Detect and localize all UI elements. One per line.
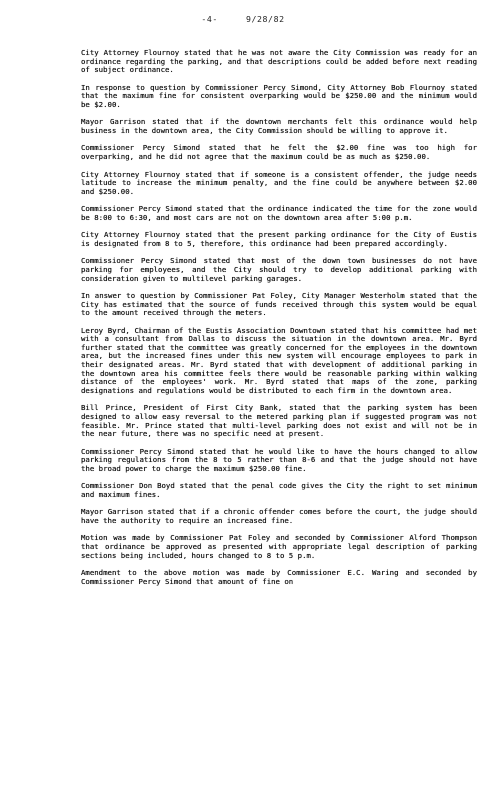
page-number: -4- bbox=[201, 14, 218, 24]
paragraph-zone-time: Commissioner Percy Simond stated that the ordinance indicated the time for the zone would be 8:00 to 6:30, and most cars are not on the downtown area after 5:00 p.m. bbox=[81, 204, 477, 222]
paragraph-bill-prince: Bill Prince, President of First City Bank, stated that the parking system has been designed to allow easy reversal to the metered parking plan if suggested program was not feasible. Mr. Prince stated that multi-level parking does not exist and will not be in the near future, there was no specific need at present. bbox=[81, 403, 477, 439]
minutes-body bbox=[81, 49, 477, 586]
paragraph-maximum-fine: In response to question by Commissioner Percy Simond, City Attorney Bob Flournoy stated that the maximum fine for consistent overparking would be $250.00 and the minimum would be $2.00. bbox=[81, 82, 477, 109]
page-date: 9/28/82 bbox=[245, 14, 285, 24]
paragraph-amendment: Amendment to the above motion was made by Commissioner E.C. Waring and seconded by Commissioner Percy Simond that amount of fine on bbox=[81, 568, 477, 586]
paragraph-garrison-merchants: Mayor Garrison stated that if the downtown merchants felt this ordinance would help business in the downtown area, the City Commission should be willing to approve it. bbox=[81, 117, 477, 135]
paragraph-present-ordinance: City Attorney Flournoy stated that the present parking ordinance for the City of Eustis is designated from 8 to 5, therefore, this ordinance had been prepared accordingly. bbox=[81, 230, 477, 248]
paragraph-employee-parking: Commissioner Percy Simond stated that most of the down town businesses do not have parking for employees, and the City should try to develop additional parking with consideration given to multilevel parking garages. bbox=[81, 256, 477, 283]
paragraph-simond-hours: Commissioner Percy Simond stated that he would like to have the hours changed to allow parking regulations from the 8 to 5 rather than 8-6 and that the judge should not have the broad power to charge the maximum $250.00 fine. bbox=[81, 446, 477, 473]
paragraph-motion: Motion was made by Commissioner Pat Foley and seconded by Commissioner Alford Thompson that ordinance be approved as presented with appropriate legal description of parking sections being included, hours changed to 8 to 5 p.m. bbox=[81, 533, 477, 560]
paragraph-leroy-byrd: Leroy Byrd, Chairman of the Eustis Association Downtown stated that his committee had met with a consultant from Dallas to discuss the situation in the downtown area. Mr. Byrd further stated that the committee was greatly concerned for the employees in the downtown area, but the increased fines under this new system will encourage employees to park in their designated areas. Mr. Byrd stated that with development of additional parking in the downtown area his committee feels there would be reasonable parking within walking distance of the employees' work. Mr. Byrd stated that maps of the zone, parking designations and regulations would be distributed to each firm in the downtown area. bbox=[81, 325, 477, 395]
paragraph-flournoy-descriptions: City Attorney Flournoy stated that he was not aware the City Commission was ready for an ordinance regarding the parking, and that descriptions could be added before next reading of subject ordinance. bbox=[81, 48, 477, 75]
paragraph-source-of-funds: In answer to question by Commissioner Pat Foley, City Manager Westerholm stated that the City has estimated that the source of funds received through this system would be equal to the amount received through the meters. bbox=[81, 291, 477, 318]
paragraph-penal-code: Commissioner Don Boyd stated that the penal code gives the City the right to set minimum and maximum fines. bbox=[81, 481, 477, 499]
paragraph-chronic-offender: Mayor Garrison stated that if a chronic offender comes before the court, the judge should have the authority to require an increased fine. bbox=[81, 507, 477, 525]
page-header bbox=[0, 14, 486, 24]
paragraph-consistent-offender: City Attorney Flournoy stated that if someone is a consistent offender, the judge needs latitude to increase the minimum penalty, and the fine could be anywhere between $2.00 and $250.00. bbox=[81, 169, 477, 196]
paragraph-simond-fine-too-high: Commissioner Percy Simond stated that he felt the $2.00 fine was too high for overparking, and he did not agree that the maximum could be as much as $250.00. bbox=[81, 143, 477, 162]
